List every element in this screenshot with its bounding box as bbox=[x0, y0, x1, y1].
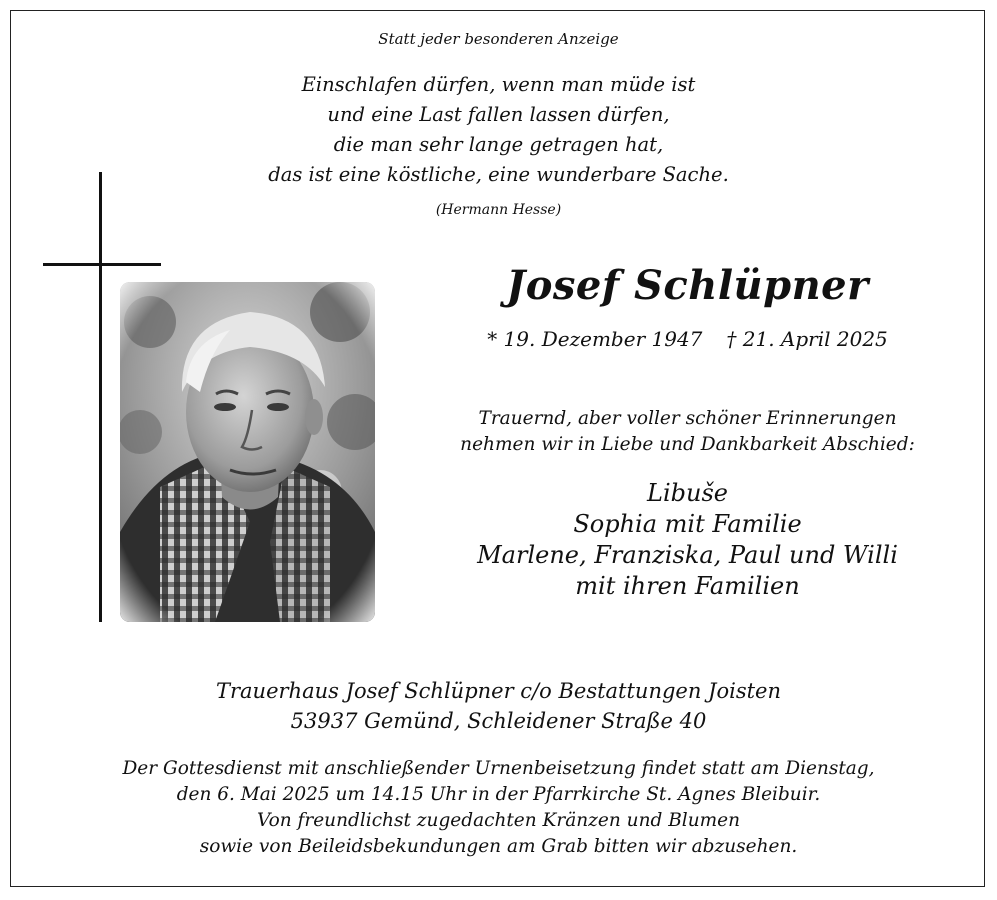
service-line: sowie von Beileidsbekundungen am Grab bitten wir abzusehen. bbox=[199, 836, 798, 857]
family-list bbox=[430, 478, 945, 602]
mourning-line: nehmen wir in Liebe und Dankbarkeit Abschied: bbox=[460, 434, 915, 455]
poem-line: Einschlafen dürfen, wenn man müde ist bbox=[301, 73, 696, 96]
mourning-line: Trauernd, aber voller schöner Erinnerungen bbox=[478, 408, 897, 429]
address-line: 53937 Gemünd, Schleidener Straße 40 bbox=[290, 709, 707, 733]
service-info bbox=[0, 756, 997, 860]
poem bbox=[0, 70, 997, 190]
address-line: Trauerhaus Josef Schlüpner c/o Bestattungen Joisten bbox=[215, 679, 781, 703]
service-line: Der Gottesdienst mit anschließender Urnenbeisetzung findet statt am Dienstag, bbox=[122, 758, 875, 779]
mourning-text bbox=[430, 406, 945, 458]
family-line: Libuše bbox=[647, 479, 728, 507]
cross-icon bbox=[99, 172, 102, 622]
poem-author: (Hermann Hesse) bbox=[435, 202, 562, 218]
family-line: Sophia mit Familie bbox=[573, 510, 802, 538]
birth-date: * 19. Dezember 1947 bbox=[487, 327, 703, 351]
life-dates bbox=[455, 327, 920, 351]
poem-line: und eine Last fallen lassen dürfen, bbox=[327, 103, 670, 126]
cross-icon-beam bbox=[43, 263, 161, 266]
family-line: Marlene, Franziska, Paul und Willi bbox=[477, 541, 898, 569]
death-date: † 21. April 2025 bbox=[726, 327, 888, 351]
service-line: den 6. Mai 2025 um 14.15 Uhr in der Pfarrkirche St. Agnes Bleibuir. bbox=[176, 784, 821, 805]
portrait-photo bbox=[120, 282, 375, 622]
poem-line: das ist eine köstliche, eine wunderbare Sache. bbox=[268, 163, 729, 186]
deceased-name: Josef Schlüpner bbox=[506, 262, 869, 309]
family-line: mit ihren Familien bbox=[575, 572, 800, 600]
poem-line: die man sehr lange getragen hat, bbox=[333, 133, 664, 156]
service-line: Von freundlichst zugedachten Kränzen und Blumen bbox=[256, 810, 741, 831]
header-note: Statt jeder besonderen Anzeige bbox=[378, 30, 619, 48]
mourning-house-address bbox=[0, 676, 997, 736]
